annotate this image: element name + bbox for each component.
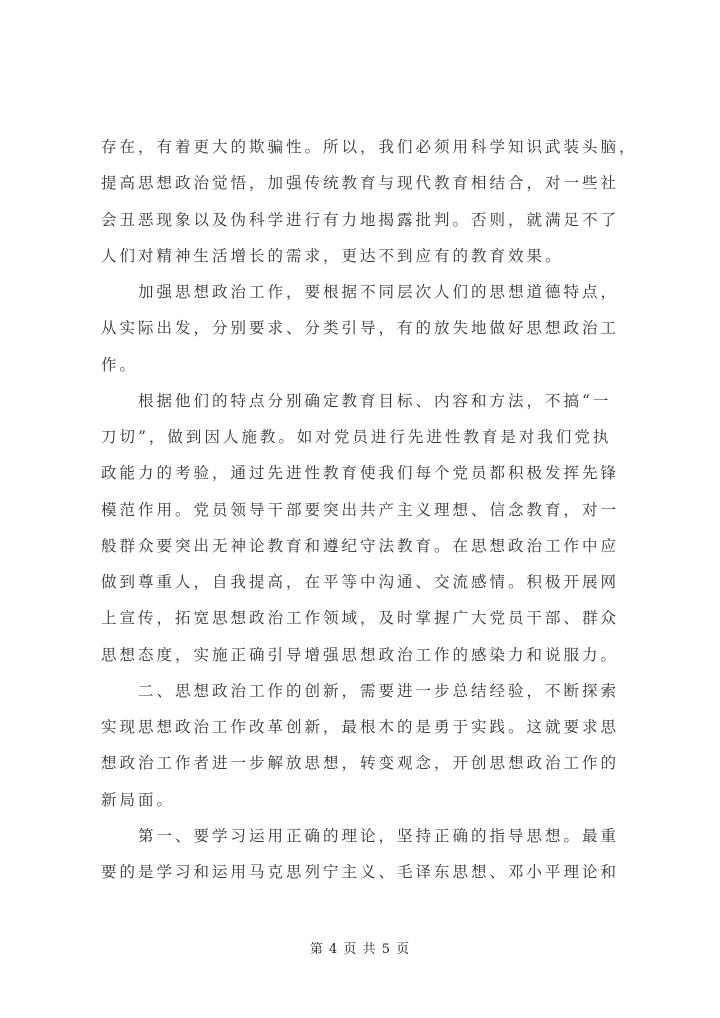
text-line: 想政治工作者进一步解放思想，转变观念，开创思想政治工作的 <box>101 754 620 773</box>
text-line: 模范作用。党员领导干部要突出共产主义理想、信念教育，对一 <box>101 500 620 519</box>
paragraph <box>101 274 626 383</box>
text-line: 上宣传，拓宽思想政治工作领域，及时掌握广大党员干部、群众 <box>101 609 620 628</box>
text-line: 刀切”，做到因人施教。如对党员进行先进性教育是对我们党执 <box>101 428 612 446</box>
text-line: 二、思想政治工作的创新，需要进一步总结经验，不断探索 <box>138 681 620 700</box>
paragraph <box>101 818 626 891</box>
text-line: 第一、要学习运用正确的理论，坚持正确的指导思想。最重 <box>138 826 620 845</box>
text-line: 般群众要突出无神论教育和遵纪守法教育。在思想政治工作中应 <box>101 536 620 555</box>
paragraph <box>101 673 626 818</box>
text-line: 人们对精神生活增长的需求，更达不到应有的教育效果。 <box>101 246 564 265</box>
text-line: 政能力的考验，通过先进性教育使我们每个党员都积极发挥先锋 <box>101 464 620 483</box>
text-line: 实现思想政治工作改革创新，最根木的是勇于实践。这就要求思 <box>101 718 620 736</box>
text-line: 要的是学习和运用马克思列宁主义、毛译东思想、邓小平理论和 <box>101 863 620 881</box>
text-line: 加强思想政治工作，要根据不同层次人们的思想道德特点， <box>138 283 620 301</box>
body-text <box>101 129 638 890</box>
text-line: 思想态度，实施正确引导增强思想政治工作的感染力和说服力。 <box>101 645 620 664</box>
paragraph <box>101 383 626 673</box>
text-line: 会丑恶现象以及伪科学进行有力地揭露批判。否则，就满足不了 <box>101 210 620 229</box>
text-line: 做到尊重人，自我提高，在平等中沟通、交流感情。积极开展网 <box>101 573 620 591</box>
page-number: 第 4 页 共 5 页 <box>309 942 411 957</box>
paragraph <box>101 129 638 274</box>
text-line: 根据他们的特点分别确定教育目标、内容和方法，不搞“一 <box>138 391 612 410</box>
text-line: 提高思想政治觉悟，加强传统教育与现代教育相结合，对一些社 <box>101 174 620 193</box>
text-line: 存在，有着更大的欺骗性。所以，我们必须用科学知识武装头脑， <box>101 138 638 156</box>
text-line: 从实际出发，分别要求、分类引导，有的放失地做好思想政治工 <box>101 319 620 338</box>
text-line: 新局面。 <box>101 790 176 809</box>
text-line: 作。 <box>101 355 139 374</box>
